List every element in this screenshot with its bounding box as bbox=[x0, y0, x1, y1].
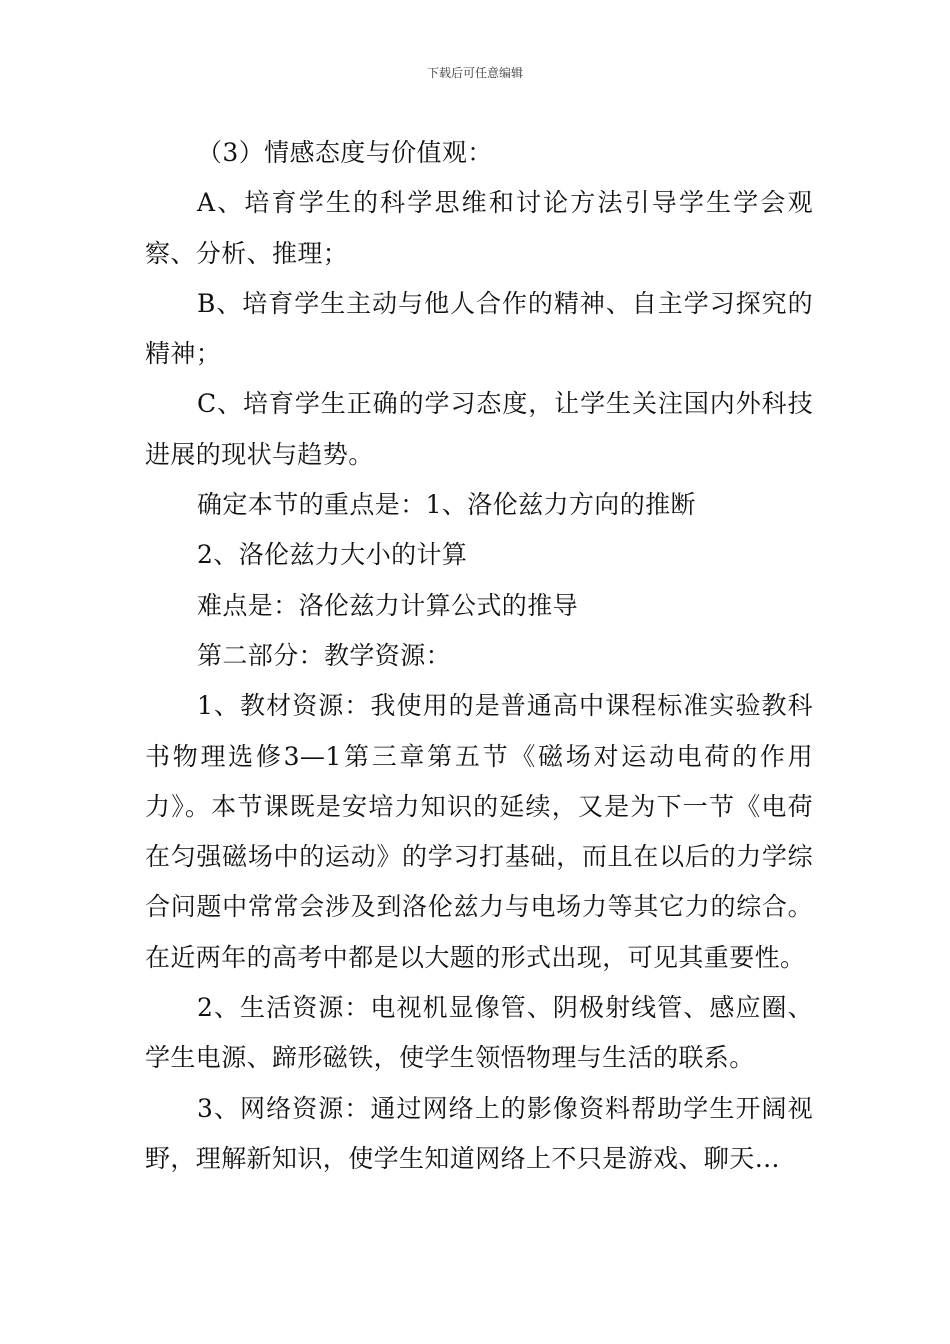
paragraph-life-resource: 2、生活资源：电视机显像管、阴极射线管、感应圈、学生电源、蹄形磁铁，使学生领悟物理与生活的联系。 bbox=[145, 993, 813, 1073]
paragraph-goal-c: C、培育学生正确的学习态度，让学生关注国内外科技进展的现状与趋势。 bbox=[145, 389, 813, 469]
paragraph-section-3-title: （3）情感态度与价值观： bbox=[197, 138, 493, 167]
document-body bbox=[145, 128, 813, 1184]
paragraph-network-resource: 3、网络资源：通过网络上的影像资料帮助学生开阔视野，理解新知识，使学生知道网络上不只是游戏、聊天… bbox=[145, 1093, 813, 1173]
paragraph-key-point-1: 确定本节的重点是：1、洛伦兹力方向的推断 bbox=[197, 490, 696, 520]
paragraph-difficulty: 难点是：洛伦兹力计算公式的推导 bbox=[197, 590, 579, 620]
paragraph-part-2-title: 第二部分：教学资源： bbox=[197, 640, 452, 670]
page-header: 下载后可任意编辑 bbox=[426, 66, 523, 80]
paragraph-goal-a: A、培育学生的科学思维和讨论方法引导学生学会观察、分析、推理； bbox=[145, 188, 813, 268]
paragraph-goal-b: B、培育学生主动与他人合作的精神、自主学习探究的精神； bbox=[145, 288, 813, 369]
paragraph-textbook-resource: 1、教材资源：我使用的是普通高中课程标准实验教科书物理选修3—1第三章第五节《磁场对运动电荷的作用力》。本节课既是安培力知识的延续，又是为下一节《电荷在匀强磁场中的运动》的学习打基础，而且在以后的力学综合问题中常常会涉及到洛伦兹力与电场力等其它力的综合。在近两年的高考中都是以大题的形式出现，可见其重要性。 bbox=[145, 691, 813, 972]
paragraph-key-point-2: 2、洛伦兹力大小的计算 bbox=[197, 540, 468, 570]
